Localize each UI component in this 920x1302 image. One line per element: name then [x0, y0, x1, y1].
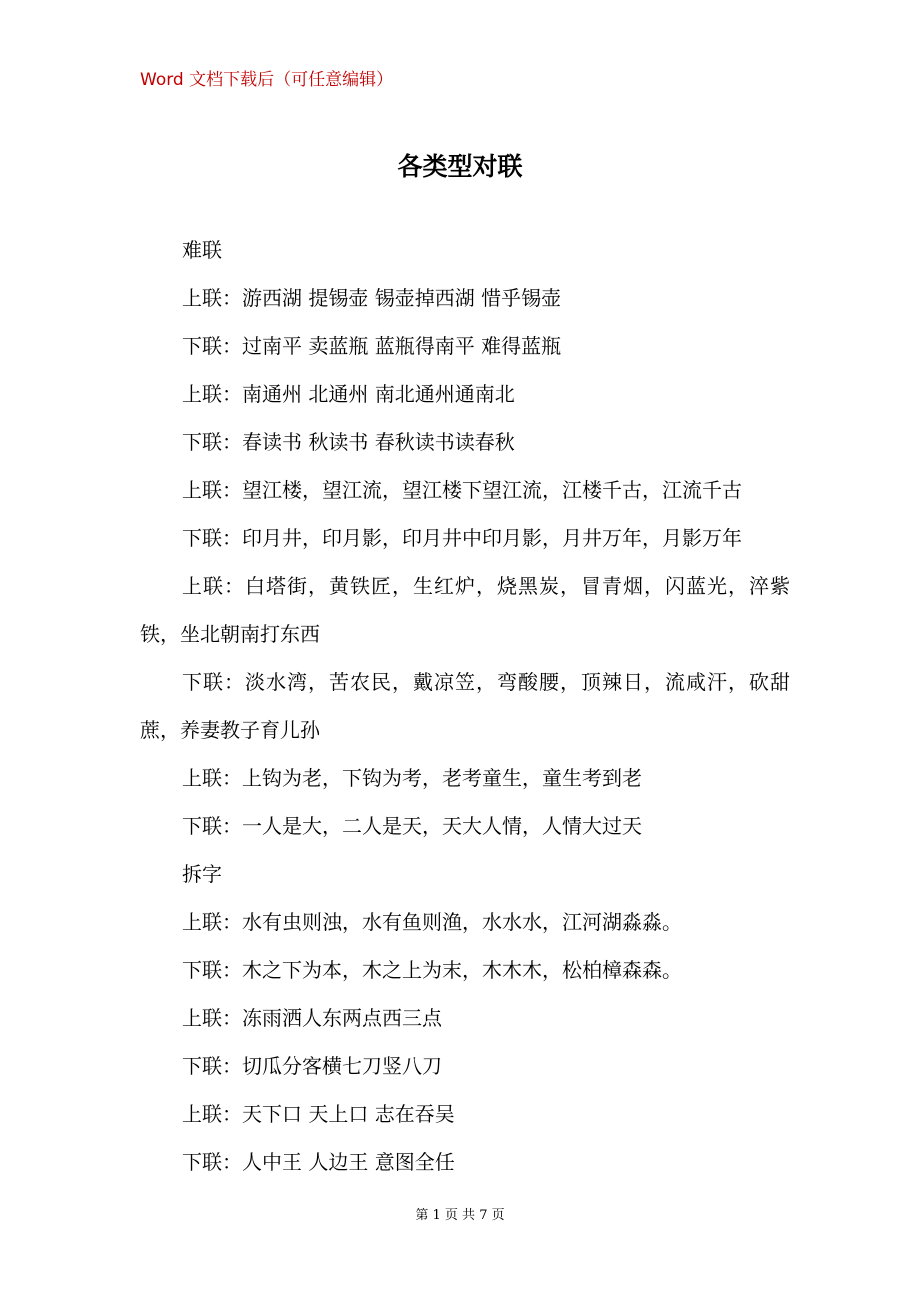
couplet-line: 下联：一人是大，二人是天，天大人情，人情大过天 — [182, 814, 642, 838]
couplet-line: 下联：淡水湾，苦农民，戴凉笠，弯酸腰，顶辣日，流咸汗，砍甜蔗，养妻教子育儿孙 — [140, 670, 790, 742]
page-title: 各类型对联 — [397, 152, 523, 181]
couplet-line: 上联：天下口 天上口 志在吞吴 — [182, 1102, 455, 1126]
couplet-line: 上联：望江楼，望江流，望江楼下望江流，江楼千古，江流千古 — [182, 478, 742, 502]
section-heading: 拆字 — [182, 862, 222, 886]
couplet-line: 上联：游西湖 提锡壶 锡壶掉西湖 惜乎锡壶 — [182, 286, 562, 310]
couplet-line: 上联：上钩为老，下钩为考，老考童生，童生考到老 — [182, 766, 642, 790]
couplet-line: 下联：春读书 秋读书 春秋读书读春秋 — [182, 430, 515, 454]
couplet-line: 下联：木之下为本，木之上为末，木木木，松柏樟森森。 — [182, 958, 682, 982]
page-number: 第 1 页 共 7 页 — [415, 1208, 505, 1223]
section-heading: 难联 — [182, 238, 222, 262]
download-note: Word 文档下载后（可任意编辑） — [140, 70, 394, 90]
couplet-line: 上联：冻雨洒人东两点西三点 — [182, 1006, 442, 1030]
couplet-line: 上联：水有虫则浊，水有鱼则渔，水水水，江河湖淼淼。 — [182, 910, 682, 934]
couplet-line: 下联：切瓜分客横七刀竖八刀 — [182, 1054, 442, 1078]
couplet-line: 上联：白塔街，黄铁匠，生红炉，烧黑炭，冒青烟，闪蓝光，淬紫铁，坐北朝南打东西 — [140, 574, 790, 646]
couplet-line: 下联：过南平 卖蓝瓶 蓝瓶得南平 难得蓝瓶 — [182, 334, 562, 358]
couplet-line: 下联：印月井，印月影，印月井中印月影，月井万年，月影万年 — [182, 526, 742, 550]
couplet-line: 上联：南通州 北通州 南北通州通南北 — [182, 382, 515, 406]
document-body — [140, 226, 790, 1186]
couplet-line: 下联：人中王 人边王 意图全任 — [182, 1150, 455, 1174]
